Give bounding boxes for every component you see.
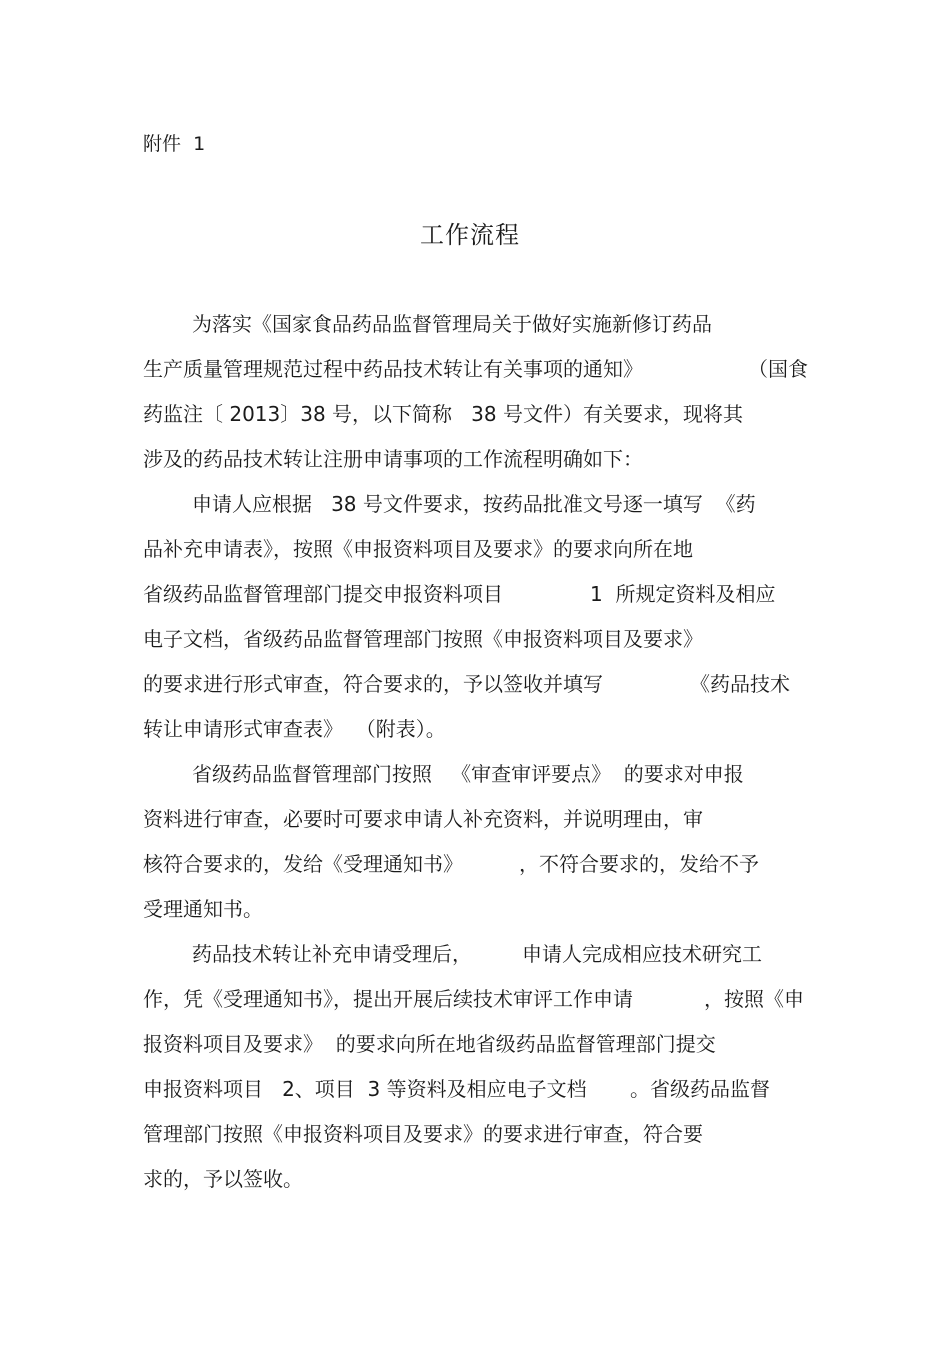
paragraph-4-line-4: 申报资料项目 2、项目 3 等资料及相应电子文档 (143, 1077, 587, 1101)
paragraph-1-line-4: 涉及的药品技术转让注册申请事项的工作流程明确如下： (143, 447, 643, 471)
paragraph-1-line-2: 生产质量管理规范过程中药品技术转让有关事项的通知》 (143, 357, 643, 381)
paragraph-2-line-4: 电子文档，省级药品监督管理部门按照《申报资料项目及要求》 (143, 627, 703, 651)
paragraph-4-line-2: 作，凭《受理通知书》，提出开展后续技术审评工作申请 (143, 987, 633, 1011)
paragraph-4-line-5: 管理部门按照《申报资料项目及要求》的要求进行审查，符合要 (143, 1122, 703, 1146)
paragraph-3-line-2: 资料进行审查，必要时可要求申请人补充资料，并说明理由，审 (143, 807, 703, 831)
paragraph-3-line-3: 核符合要求的，发给《受理通知书》 (143, 852, 463, 876)
paragraph-2-line-2: 品补充申请表》，按照《申报资料项目及要求》的要求向所在地 (143, 537, 693, 561)
paragraph-2-line-3-tail: 1 所规定资料及相应 (590, 582, 776, 606)
paragraph-4-line-2-tail: ，按照《申 (704, 987, 804, 1011)
paragraph-4-line-1: 药品技术转让补充申请受理后， (192, 942, 472, 966)
document-title: 工作流程 (420, 221, 520, 249)
paragraph-3-line-4: 受理通知书。 (143, 897, 263, 921)
paragraph-4-line-1-tail: 申请人完成相应技术研究工 (522, 942, 762, 966)
paragraph-4-line-4-tail: 。省级药品监督 (630, 1077, 770, 1101)
paragraph-2-line-3: 省级药品监督管理部门提交申报资料项目 (143, 582, 503, 606)
paragraph-2-line-6: 转让申请形式审查表》 （附表）。 (143, 717, 446, 741)
paragraph-1-line-2-tail: （国食 (748, 357, 808, 381)
paragraph-2-line-5-tail: 《药品技术 (690, 672, 790, 696)
paragraph-2-line-5: 的要求进行形式审查，符合要求的，予以签收并填写 (143, 672, 603, 696)
paragraph-1-line-1: 为落实《国家食品药品监督管理局关于做好实施新修订药品 (192, 312, 712, 336)
paragraph-1-line-3: 药监注〔 2013〕38 号，以下简称 38 号文件）有关要求，现将其 (143, 402, 743, 426)
paragraph-3-line-3-tail: ，不符合要求的，发给不予 (519, 852, 759, 876)
paragraph-2-line-1: 申请人应根据 38 号文件要求，按药品批准文号逐一填写 《药 (192, 492, 756, 516)
paragraph-4-line-3: 报资料项目及要求》 的要求向所在地省级药品监督管理部门提交 (143, 1032, 716, 1056)
paragraph-4-line-6: 求的，予以签收。 (143, 1167, 303, 1191)
paragraph-3-line-1: 省级药品监督管理部门按照 《审查审评要点》 的要求对申报 (192, 762, 744, 786)
attachment-label: 附件 1 (143, 133, 206, 155)
